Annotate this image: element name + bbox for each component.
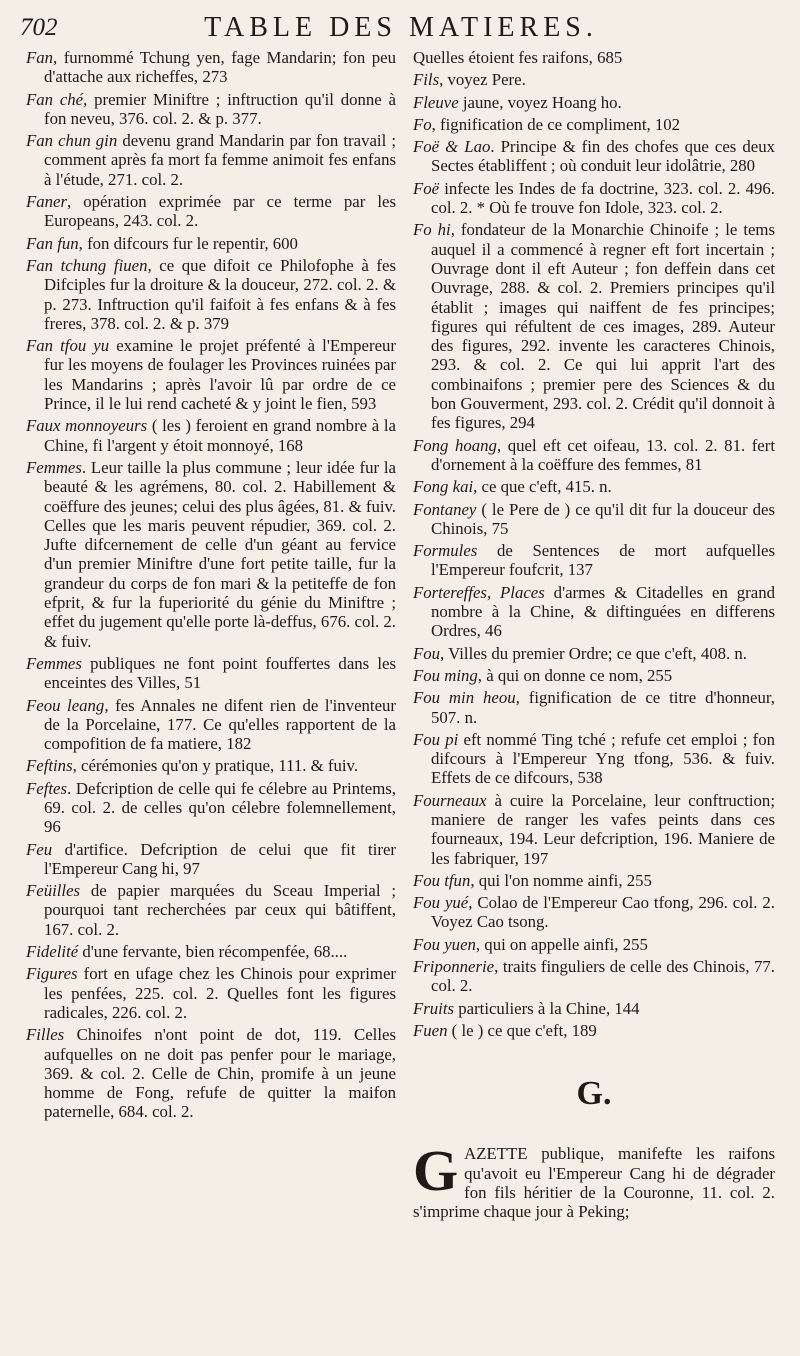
- index-entry: [26, 336, 396, 413]
- entry-text: Chinoifes n'ont point de dot, 119. Celles aufquelles on ne doit pas penfer pour le mariage, 369. & col. 2. Celle de Chin, promife à un jeune homme de Fong, refufe de quitter la maifon paternelle, 684. col. 2.: [44, 1025, 396, 1122]
- drop-cap: G: [413, 1138, 459, 1204]
- index-entry: [413, 957, 775, 996]
- entry-text: Quelles étoient fes raifons, 685: [413, 48, 623, 67]
- index-entry: [26, 256, 396, 333]
- entry-headword: Fourneaux: [413, 790, 487, 810]
- entry-text: examine le projet préfenté à l'Empereur fur les moyens de foulager les Provinces ruinées par les Mandarins ; après l'avoir lû par ordre de ce Prince, il le lui rend cacheté & y joint le fien, 593: [44, 336, 397, 414]
- entry-text: , quel eft cet oifeau, 13. col. 2. 81. fert d'ornement à la coëffure des femmes, 81: [431, 435, 776, 474]
- entry-text: particuliers à la Chine, 144: [454, 998, 640, 1018]
- index-entry: [413, 791, 775, 868]
- entry-text: . Defcription de celle qui fe célebre au Printems, 69. col. 2. de celles qu'on célebre folemnellement, 96: [44, 778, 396, 837]
- entry-text: , fignification de ce compliment, 102: [431, 114, 681, 134]
- page-number: 702: [20, 14, 58, 41]
- index-entry: [413, 220, 775, 432]
- index-entry: [26, 131, 396, 189]
- index-entry: [413, 666, 775, 685]
- entry-text: , furnommé Tchung yen, fage Mandarin; fon peu d'attache aux richeffes, 273: [44, 48, 396, 87]
- entry-headword: Faner: [26, 192, 68, 212]
- entry-headword: Femmes: [26, 457, 82, 477]
- gazette-entry: [413, 1138, 775, 1222]
- entry-text: , fondateur de la Monarchie Chinoife ; le tems auquel il a commencé à regner eft fort incertain ; Ouvrage dont il eft Auteur ; fon deffein dans cet Ouvrage, 288. & col. 2. Premiers principes qu'il établit ; images qui naiffent de fes principes; figures qui réfultent de ces images, 289. Auteur des figures, 292. invente les caracteres Chinois, 293. & col. 2. Ce qui lui apprit l'art des combinaifons ; premier pere des Sciences & du bon Gouverment, 293. col. 2. Crédit qu'il donnoit à fes figures, 294: [431, 220, 776, 433]
- index-entry: [413, 500, 775, 539]
- entry-headword: Fuen: [413, 1020, 448, 1040]
- entry-headword: Fan fun: [26, 233, 79, 253]
- entry-headword: Foë & Lao: [413, 137, 491, 157]
- index-entry: [26, 90, 396, 129]
- index-entry: [413, 999, 775, 1018]
- entry-text: , cérémonies qu'on y pratique, 111. & fuiv.: [72, 756, 359, 776]
- index-entry: [413, 1021, 775, 1040]
- entry-headword: Fou yuen: [413, 934, 476, 954]
- index-entry: [413, 730, 775, 788]
- entry-text: , opération exprimée par ce terme par les Europeans, 243. col. 2.: [44, 192, 396, 231]
- entry-text: d'une fervante, bien récompenfée, 68....: [78, 942, 348, 962]
- index-entry: [26, 416, 396, 455]
- entry-text: , fes Annales ne difent rien de l'inventeur de la Porcelaine, 177. Ce qu'elles rapportent de la compofition de fa matiere, 182: [44, 695, 396, 754]
- index-entry: [413, 688, 775, 727]
- entry-headword: Fidelité: [26, 942, 79, 962]
- index-entry: [413, 541, 775, 580]
- index-entry: [26, 48, 396, 87]
- entry-headword: Fou ming: [413, 665, 478, 685]
- entry-text: , ce que c'eft, 415. n.: [473, 477, 612, 497]
- index-entry: [413, 115, 775, 134]
- index-entry: [413, 436, 775, 475]
- index-entry: [26, 458, 396, 651]
- entry-text: infecte les Indes de fa doctrine, 323. col. 2. 496. col. 2. * Où fe trouve fon Idole, 323. col. 2.: [431, 178, 775, 218]
- index-entry: [26, 756, 396, 775]
- entry-text: ( les ) feroient en grand nombre à la Chine, fi l'argent y étoit monnoyé, 168: [44, 416, 396, 455]
- index-entry: [26, 192, 396, 231]
- index-entry: [413, 893, 775, 932]
- entry-headword: Fontaney: [413, 499, 477, 519]
- entry-text: , voyez Pere.: [439, 70, 526, 90]
- entry-headword: Femmes: [26, 653, 82, 673]
- entry-text: devenu grand Mandarin par fon travail ; comment après fa mort fa femme animoit fes enfans à l'étude, 271. col. 2.: [44, 131, 396, 189]
- index-entry: [413, 48, 775, 67]
- entry-headword: Fong hoang: [413, 435, 497, 455]
- entry-headword: Fou yué: [413, 893, 469, 913]
- entry-text: . Leur taille la plus commune ; leur idée fur la beauté & les agrémens, 80. col. 2. Habillement & coëffure des jeunes; celui des plus âgées, 81. & fuiv. Celles que les maris peuvent répudier, 369. col. 2. Jufte difcernement de celle d'un géant au fervice d'un premier Miniftre d'une fort petite taille, fur la grandeur du corps de fon mari & la petiteffe de fon efprit, & fur la fuperiorité du génie du Miniftre ; effet du jugement qu'elle porte là-deffus, 676. col. 2. & fuiv.: [44, 457, 396, 651]
- index-entry: [26, 779, 396, 837]
- entry-text: , qui on appelle ainfi, 255: [475, 934, 648, 954]
- entry-text: , ce que difoit ce Philofophe à fes Difciples fur la droiture & la douceur, 272. col. 2. & p. 273. Inftruction qu'il faifoit à fes enfans & à fes freres, 378. col. 2. & p. 379: [44, 255, 396, 333]
- entry-headword: Fong kai: [413, 477, 474, 497]
- entry-headword: Feu: [26, 839, 53, 859]
- index-entry: [26, 840, 396, 879]
- entry-text: d'artifice. Defcription de celui que fit tirer l'Empereur Cang hi, 97: [44, 839, 396, 878]
- index-entry: [26, 654, 396, 693]
- index-entry: [26, 234, 396, 253]
- entry-text: , fignification de ce titre d'honneur, 507. n.: [431, 688, 775, 727]
- index-entry: [26, 964, 396, 1022]
- index-entry: [26, 942, 396, 961]
- entry-text: de papier marquées du Sceau Imperial ; pourquoi tant recherchées par ceux qui bâtiffent, 167. col. 2.: [44, 881, 396, 939]
- right-column: [413, 48, 775, 1221]
- entry-headword: Formules: [413, 541, 478, 561]
- index-entry: [413, 70, 775, 89]
- entry-headword: Fleuve: [413, 92, 459, 112]
- entry-headword: Feou leang: [26, 695, 105, 715]
- index-entry: [413, 137, 775, 176]
- entry-text: eft nommé Ting tché ; refufe cet emploi ; fon difcours à l'Empereur Yng tfong, 536. & fuiv. Effets de ce difcours, 538: [431, 729, 776, 788]
- entry-text: ( le ) ce que c'eft, 189: [447, 1020, 597, 1040]
- entry-text: publiques ne font point fouffertes dans les enceintes des Villes, 51: [44, 653, 396, 693]
- index-entry: [413, 477, 775, 496]
- entry-text: d'armes & Citadelles en grand nombre à la Chine, & diftinguées en differens Ordres, 46: [431, 582, 775, 641]
- entry-headword: Faux monnoyeurs: [26, 416, 148, 436]
- entry-headword: Fan: [26, 48, 54, 67]
- entry-headword: Figures: [26, 964, 78, 984]
- entry-headword: Foë: [413, 178, 440, 198]
- entry-headword: Fortereffes, Places: [413, 582, 545, 602]
- entry-text: , traits finguliers de celle des Chinois, 77. col. 2.: [431, 957, 775, 996]
- gazette-text: AZETTE publique, manifefte les raifons qu'avoit eu l'Empereur Cang hi de dégrader fon fils héritier de la Couronne, 11. col. 2. s'imprime chaque jour à Peking;: [413, 1144, 775, 1222]
- entry-text: , Colao de l'Empereur Cao tfong, 296. col. 2. Voyez Cao tsong.: [431, 893, 776, 932]
- index-entry: [26, 881, 396, 939]
- index-entry: [26, 1025, 396, 1121]
- entry-headword: Fou: [413, 643, 441, 663]
- index-entry: [413, 644, 775, 663]
- entry-headword: Fan chun gin: [26, 131, 118, 151]
- entry-text: fort en ufage chez les Chinois pour exprimer les penfées, 225. col. 2. Quelles font les figures radicales, 226. col. 2.: [44, 964, 396, 1022]
- index-entry: [413, 179, 775, 218]
- entry-text: à cuire la Porcelaine, leur conftruction; maniere de ranger les vafes peints dans ces fourneaux, 194. Leur defcription, 196. Maniere de les fabriquer, 197: [431, 790, 775, 868]
- index-entry: [413, 583, 775, 641]
- entry-headword: Filles: [26, 1025, 65, 1045]
- entry-headword: Fils: [413, 70, 440, 90]
- entry-headword: Fo hi: [413, 220, 451, 240]
- entry-headword: Fou min heou: [413, 688, 516, 708]
- entry-headword: Feüilles: [26, 881, 81, 901]
- entry-headword: Feftes: [26, 778, 68, 798]
- entry-text: , à qui on donne ce nom, 255: [477, 665, 673, 685]
- entry-text: , fon difcours fur le repentir, 600: [78, 233, 298, 253]
- entry-headword: Fou tfun: [413, 870, 471, 890]
- section-letter: G.: [576, 1075, 612, 1113]
- entry-headword: Friponnerie: [413, 957, 495, 977]
- entry-headword: Fruits: [413, 998, 455, 1018]
- index-entry: [26, 696, 396, 754]
- entry-headword: Feftins: [26, 756, 73, 776]
- entry-headword: Fou pi: [413, 729, 459, 749]
- entry-text: , Villes du premier Ordre; ce que c'eft, 408. n.: [440, 643, 747, 663]
- entry-text: , qui l'on nomme ainfi, 255: [470, 870, 652, 890]
- entry-text: , premier Miniftre ; inftruction qu'il donne à fon neveu, 376. col. 2. & p. 377.: [44, 89, 396, 128]
- entry-headword: Fo: [413, 114, 432, 134]
- entry-text: ( le Pere de ) ce qu'il dit fur la douceur des Chinois, 75: [431, 499, 775, 538]
- index-entry: [413, 935, 775, 954]
- index-entry: [413, 871, 775, 890]
- index-entry: [413, 93, 775, 112]
- entry-text: de Sentences de mort aufquelles l'Empereur foufcrit, 137: [431, 541, 775, 580]
- entry-headword: Fan tchung fiuen: [26, 255, 148, 275]
- entry-headword: Fan ché: [26, 89, 84, 109]
- right-entries: [413, 48, 775, 1040]
- entry-text: . Principe & fin des chofes que ces deux Sectes établiffent ; où conduit leur idolâtrie, 280: [431, 137, 775, 176]
- entry-headword: Fan tfou yu: [26, 336, 110, 356]
- entry-text: jaune, voyez Hoang ho.: [458, 92, 622, 112]
- left-column: [26, 48, 396, 1125]
- running-title: TABLE DES MATIERES.: [204, 12, 598, 43]
